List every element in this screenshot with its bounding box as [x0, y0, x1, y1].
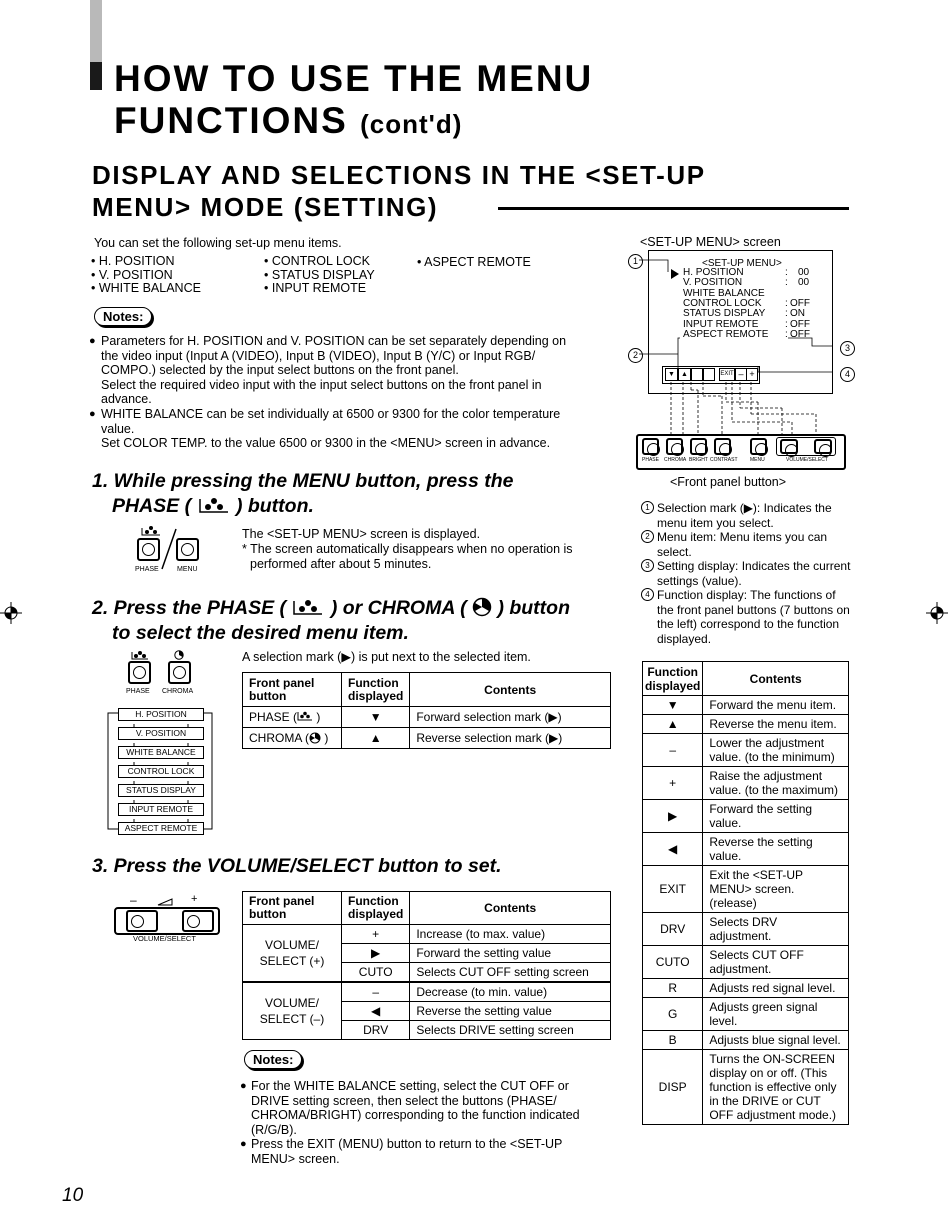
osd-value: 00 [798, 277, 810, 289]
table-cell: CUTO [643, 946, 703, 979]
bullet-icon: ● [89, 335, 96, 347]
phase-button[interactable] [137, 538, 160, 561]
step-1-button-label: ) button. [235, 495, 314, 517]
step-1-desc-line: * The screen automatically disappears when no operation is [242, 542, 573, 556]
legend-number: 3 [641, 559, 654, 572]
intro-text: You can set the following set-up menu items. [94, 236, 342, 250]
menu-button[interactable] [176, 538, 199, 561]
menu-item-control-lock: • CONTROL LOCK [264, 254, 371, 268]
step-2-table [242, 672, 611, 749]
table-cell: ▼ [342, 707, 410, 728]
section-rule [498, 207, 849, 210]
table-cell: Reverse selection mark (▶) [410, 728, 611, 749]
front-bright-button[interactable] [690, 438, 707, 455]
table-cell: Reverse the menu item. [703, 715, 849, 734]
table-cell: Lower the adjustment value. (to the minimum) [703, 734, 849, 767]
table-cell-text: PHASE ( [249, 710, 298, 724]
step-1-line-1: 1. While pressing the MENU button, press the [92, 470, 514, 492]
menu-item-aspect-remote: • ASPECT REMOTE [417, 255, 531, 269]
table-cell: VOLUME/ SELECT (+) [243, 925, 342, 983]
legend-line: the front panel buttons (7 buttons on [657, 602, 850, 617]
legend-number: 2 [641, 530, 654, 543]
table-cell: Forward the setting value. [703, 800, 849, 833]
front-contrast-button[interactable] [714, 438, 731, 455]
table-header: Function displayed [342, 673, 410, 707]
notes-list [251, 1079, 580, 1166]
bullet-icon: ● [89, 408, 96, 420]
table-cell: CHROMA ( ) [243, 728, 342, 749]
phase-button[interactable] [128, 661, 151, 684]
ladder-item: STATUS DISPLAY [118, 784, 204, 797]
legend-number: 1 [641, 501, 654, 514]
ladder-item: V. POSITION [118, 727, 204, 740]
table-row [643, 767, 849, 800]
minus-label: – [130, 893, 137, 907]
table-row [243, 982, 611, 1002]
front-phase-button[interactable] [642, 438, 659, 455]
table-row [643, 1031, 849, 1050]
table-cell: Decrease (to min. value) [410, 982, 611, 1002]
table-cell: ▲ [342, 728, 410, 749]
step-1-heading [92, 469, 513, 519]
bullet-icon: ● [240, 1080, 247, 1092]
table-cell: Forward the setting value [410, 944, 611, 963]
phase-icon [140, 525, 162, 537]
table-header: Contents [703, 662, 849, 696]
table-row [643, 1050, 849, 1125]
legend-item [657, 530, 827, 559]
osd-value: 00 [798, 267, 810, 278]
osd-item-name: WHITE BALANCE [683, 287, 765, 299]
callout-lines [630, 250, 850, 450]
osd-item-name: STATUS DISPLAY [683, 308, 766, 320]
volume-select-label: VOLUME/SELECT [133, 934, 196, 943]
intro-column-3 [417, 255, 531, 270]
table-cell: B [643, 1031, 703, 1050]
table-cell: VOLUME/ SELECT (–) [243, 982, 342, 1040]
up-arrow-icon: ▲ [678, 368, 691, 381]
front-panel-label: BRIGHT [689, 457, 708, 463]
legend-line: menu item you select. [657, 515, 774, 530]
table-cell: R [643, 979, 703, 998]
exit-function: EXIT [719, 368, 735, 381]
setup-screen-caption: <SET-UP MENU> screen [640, 235, 781, 249]
table-cell: Raise the adjustment value. (to the maximum) [703, 767, 849, 800]
step-3-heading: 3. Press the VOLUME/SELECT button to set. [92, 855, 502, 877]
menu-item-white-balance: • WHITE BALANCE [91, 281, 201, 295]
step-2-chroma-label: ) or CHROMA ( [330, 597, 467, 619]
table-cell: PHASE ( ) [243, 707, 342, 728]
step-3-table [242, 891, 611, 1040]
table-cell: Adjusts red signal level. [703, 979, 849, 998]
bullet-icon: ● [240, 1138, 247, 1150]
table-header: Contents [410, 673, 611, 707]
table-row [643, 833, 849, 866]
table-cell: Increase (to max. value) [410, 925, 611, 944]
step-2-phase-label: 2. Press the PHASE ( [92, 597, 286, 619]
section-heading-line-2: MENU> MODE (SETTING) [92, 192, 439, 222]
menu-item-status-display: • STATUS DISPLAY [264, 267, 375, 282]
note-item [101, 407, 566, 451]
note-line: (R/G/B). [251, 1122, 297, 1137]
step-2-button-label: ) button [497, 597, 570, 619]
osd-title: <SET-UP MENU> [702, 258, 782, 269]
note-line: MENU> screen. [251, 1151, 340, 1166]
intro-column-1 [91, 255, 201, 296]
table-row [243, 925, 611, 944]
osd-colon: : [785, 297, 788, 309]
ladder-item: WHITE BALANCE [118, 746, 204, 759]
front-panel-label: CHROMA [664, 457, 687, 463]
osd-colon: : [785, 328, 788, 340]
osd-value: OFF [790, 318, 810, 330]
note-line: For the WHITE BALANCE setting, select the CUT OFF or [251, 1079, 569, 1093]
table-cell: Forward the menu item. [703, 696, 849, 715]
legend-number: 4 [641, 588, 654, 601]
table-cell: Reverse the setting value. [703, 833, 849, 866]
callout-number: 2 [628, 348, 643, 363]
phase-button-label: PHASE [135, 566, 159, 573]
osd-colon: : [785, 318, 788, 330]
step-1-description [242, 527, 573, 572]
phase-icon [197, 495, 231, 515]
osd-colon: : [785, 267, 788, 278]
table-cell: Selects DRV adjustment. [703, 913, 849, 946]
chroma-icon [309, 732, 321, 744]
osd-value: OFF [790, 328, 810, 340]
table-cell: Turns the ON-SCREEN display on or off. (This function is effective only in the DRIVE or CUT OFF adjustment mode.) [703, 1050, 849, 1125]
notes-badge: Notes: [94, 307, 152, 326]
phase-button-label: PHASE [126, 688, 150, 695]
intro-column-2 [264, 255, 375, 296]
down-arrow-icon: ▼ [665, 368, 678, 381]
note-line: Press the EXIT (MENU) button to return to the <SET-UP [251, 1137, 563, 1151]
osd-item-name: ASPECT REMOTE [683, 328, 769, 340]
note-line: COMPO.) selected by the input select buttons on the front panel. [101, 363, 459, 378]
registration-mark-icon [0, 602, 22, 624]
table-row [243, 707, 611, 728]
note-line: the video input (Input A (VIDEO), Input B (VIDEO), Input B (Y/C) or Input RGB/ [101, 348, 536, 363]
front-volume-minus-button[interactable] [780, 439, 798, 454]
note-line: CHROMA/BRIGHT) corresponding to the function indicated [251, 1108, 580, 1122]
title-line-1: HOW TO USE THE MENU [114, 58, 594, 99]
table-row [643, 734, 849, 767]
ladder-item: ASPECT REMOTE [118, 822, 204, 835]
legend-item [657, 559, 850, 588]
legend-line: Setting display: Indicates the current [657, 559, 851, 573]
legend-line: the left) correspond to the function [657, 617, 840, 631]
volume-ramp-icon [157, 898, 173, 906]
callout-number: 1 [628, 254, 643, 269]
legend-line: displayed. [657, 631, 712, 646]
section-heading [92, 159, 706, 223]
chroma-button[interactable] [168, 661, 191, 684]
table-cell: Exit the <SET-UP MENU> screen. (release) [703, 866, 849, 913]
table-cell: – [342, 982, 410, 1002]
table-cell: Selects CUT OFF setting screen [410, 963, 611, 983]
table-cell: – [643, 734, 703, 767]
note-line: Select the required video input with the input select buttons on the front panel in [101, 377, 542, 392]
title-line-2: FUNCTIONS [114, 100, 348, 141]
osd-value: ON [790, 308, 805, 320]
table-cell: Reverse the setting value [410, 1002, 611, 1021]
table-cell: ▲ [643, 715, 703, 734]
front-panel-label: CONTRAST [710, 457, 738, 463]
osd-colon: : [785, 308, 788, 320]
title-suffix: (cont'd) [360, 109, 463, 139]
note-line: value. [101, 421, 135, 436]
note-item [101, 334, 566, 407]
note-item [251, 1079, 580, 1137]
volume-minus-button[interactable] [126, 910, 158, 932]
table-cell: DISP [643, 1050, 703, 1125]
front-menu-button[interactable] [750, 438, 767, 455]
phase-icon [130, 650, 150, 660]
phase-icon [297, 711, 313, 721]
osd-item-name: CONTROL LOCK [683, 297, 762, 309]
minus-icon: – [735, 368, 747, 381]
table-header: Front panel button [243, 892, 342, 925]
table-row [243, 728, 611, 749]
table-cell: ▶ [643, 800, 703, 833]
table-cell: + [342, 925, 410, 944]
table-cell: ▼ [643, 696, 703, 715]
plus-label: + [191, 893, 198, 905]
phase-icon [291, 597, 325, 617]
osd-item-name: H. POSITION [683, 267, 744, 278]
table-cell: EXIT [643, 866, 703, 913]
function-table-body [643, 696, 849, 1125]
menu-item-input-remote: • INPUT REMOTE [264, 281, 367, 295]
callout-number: 3 [840, 341, 855, 356]
volume-plus-button[interactable] [182, 910, 214, 932]
step-2-line-2: to select the desired menu item. [112, 622, 409, 644]
ladder-item: INPUT REMOTE [118, 803, 204, 816]
table-row [643, 696, 849, 715]
notes-list [101, 334, 566, 451]
front-chroma-button[interactable] [666, 438, 683, 455]
front-panel-label: MENU [750, 457, 765, 463]
osd-colon: : [785, 277, 788, 289]
front-panel-caption: <Front panel button> [670, 475, 787, 489]
osd-value: OFF [790, 297, 810, 309]
legend-item [657, 501, 832, 530]
table-cell: DRV [643, 913, 703, 946]
front-panel-label: VOLUME/SELECT [786, 457, 828, 463]
table-cell: G [643, 998, 703, 1031]
table-cell: Adjusts green signal level. [703, 998, 849, 1031]
page-number: 10 [62, 1185, 84, 1206]
table-header: Contents [410, 892, 611, 925]
table-cell: Selects CUT OFF adjustment. [703, 946, 849, 979]
chroma-button-label: CHROMA [162, 688, 194, 695]
legend-item [657, 588, 850, 646]
legend-line: Menu item: Menu items you can [657, 530, 828, 544]
table-row [643, 800, 849, 833]
legend-line: settings (value). [657, 573, 742, 588]
osd-item-name: INPUT REMOTE [683, 318, 759, 330]
page-title [114, 58, 593, 145]
front-panel-label: PHASE [642, 457, 659, 463]
step-2-description: A selection mark (▶) is put next to the selected item. [242, 650, 531, 664]
table-cell: Adjusts blue signal level. [703, 1031, 849, 1050]
table-row [643, 913, 849, 946]
table-header: Front panel button [243, 673, 342, 707]
legend-line: Function display: The functions of [657, 588, 836, 602]
step-1-phase-label: PHASE ( [112, 495, 192, 517]
legend-line: select. [657, 544, 692, 559]
table-cell: ◀ [342, 1002, 410, 1021]
callout-number: 4 [840, 367, 855, 382]
step-1-desc-line: The <SET-UP MENU> screen is displayed. [242, 527, 481, 541]
table-row [643, 979, 849, 998]
registration-mark-icon [926, 602, 948, 624]
chroma-icon [174, 650, 184, 660]
step-2-heading [92, 596, 570, 646]
note-line: DRIVE setting screen, then select the buttons (PHASE/ [251, 1093, 557, 1108]
note-line: WHITE BALANCE can be set individually at 6500 or 9300 for the color temperature [101, 406, 561, 421]
note-item [251, 1137, 580, 1166]
table-cell: ◀ [643, 833, 703, 866]
menu-item-v-position: • V. POSITION [91, 267, 173, 282]
table-cell-text: CHROMA ( [249, 731, 309, 745]
chroma-icon [472, 597, 492, 617]
plus-icon: + [746, 368, 758, 381]
table-header: Function displayed [643, 662, 703, 696]
table-row [643, 998, 849, 1031]
legend-line: Selection mark (▶): Indicates the [657, 501, 832, 515]
osd-item-name: V. POSITION [683, 277, 743, 289]
menu-item-h-position: • H. POSITION [91, 254, 175, 268]
notes-badge: Notes: [244, 1050, 302, 1069]
step-1-desc-line: performed after about 5 minutes. [250, 557, 432, 571]
table-cell: DRV [342, 1021, 410, 1040]
table-row [643, 946, 849, 979]
section-heading-line-1: DISPLAY AND SELECTIONS IN THE <SET-UP [92, 160, 706, 190]
table-cell: CUTO [342, 963, 410, 983]
table-row [643, 866, 849, 913]
ladder-item: CONTROL LOCK [118, 765, 204, 778]
note-line: advance. [101, 392, 152, 407]
front-volume-plus-button[interactable] [814, 439, 832, 454]
table-row [643, 715, 849, 734]
header-black-tab [90, 62, 102, 90]
note-line: Set COLOR TEMP. to the value 6500 or 9300 in the <MENU> screen in advance. [101, 436, 551, 451]
table-cell: ▶ [342, 944, 410, 963]
note-line: Parameters for H. POSITION and V. POSITION can be set separately depending on [101, 334, 567, 348]
slash-divider [160, 527, 178, 571]
ladder-item: H. POSITION [118, 708, 204, 721]
table-header: Function displayed [342, 892, 410, 925]
table-cell: + [643, 767, 703, 800]
table-cell: Selects DRIVE setting screen [410, 1021, 611, 1040]
function-table [642, 661, 849, 1125]
table-cell: Forward selection mark (▶) [410, 707, 611, 728]
menu-button-label: MENU [177, 566, 198, 573]
